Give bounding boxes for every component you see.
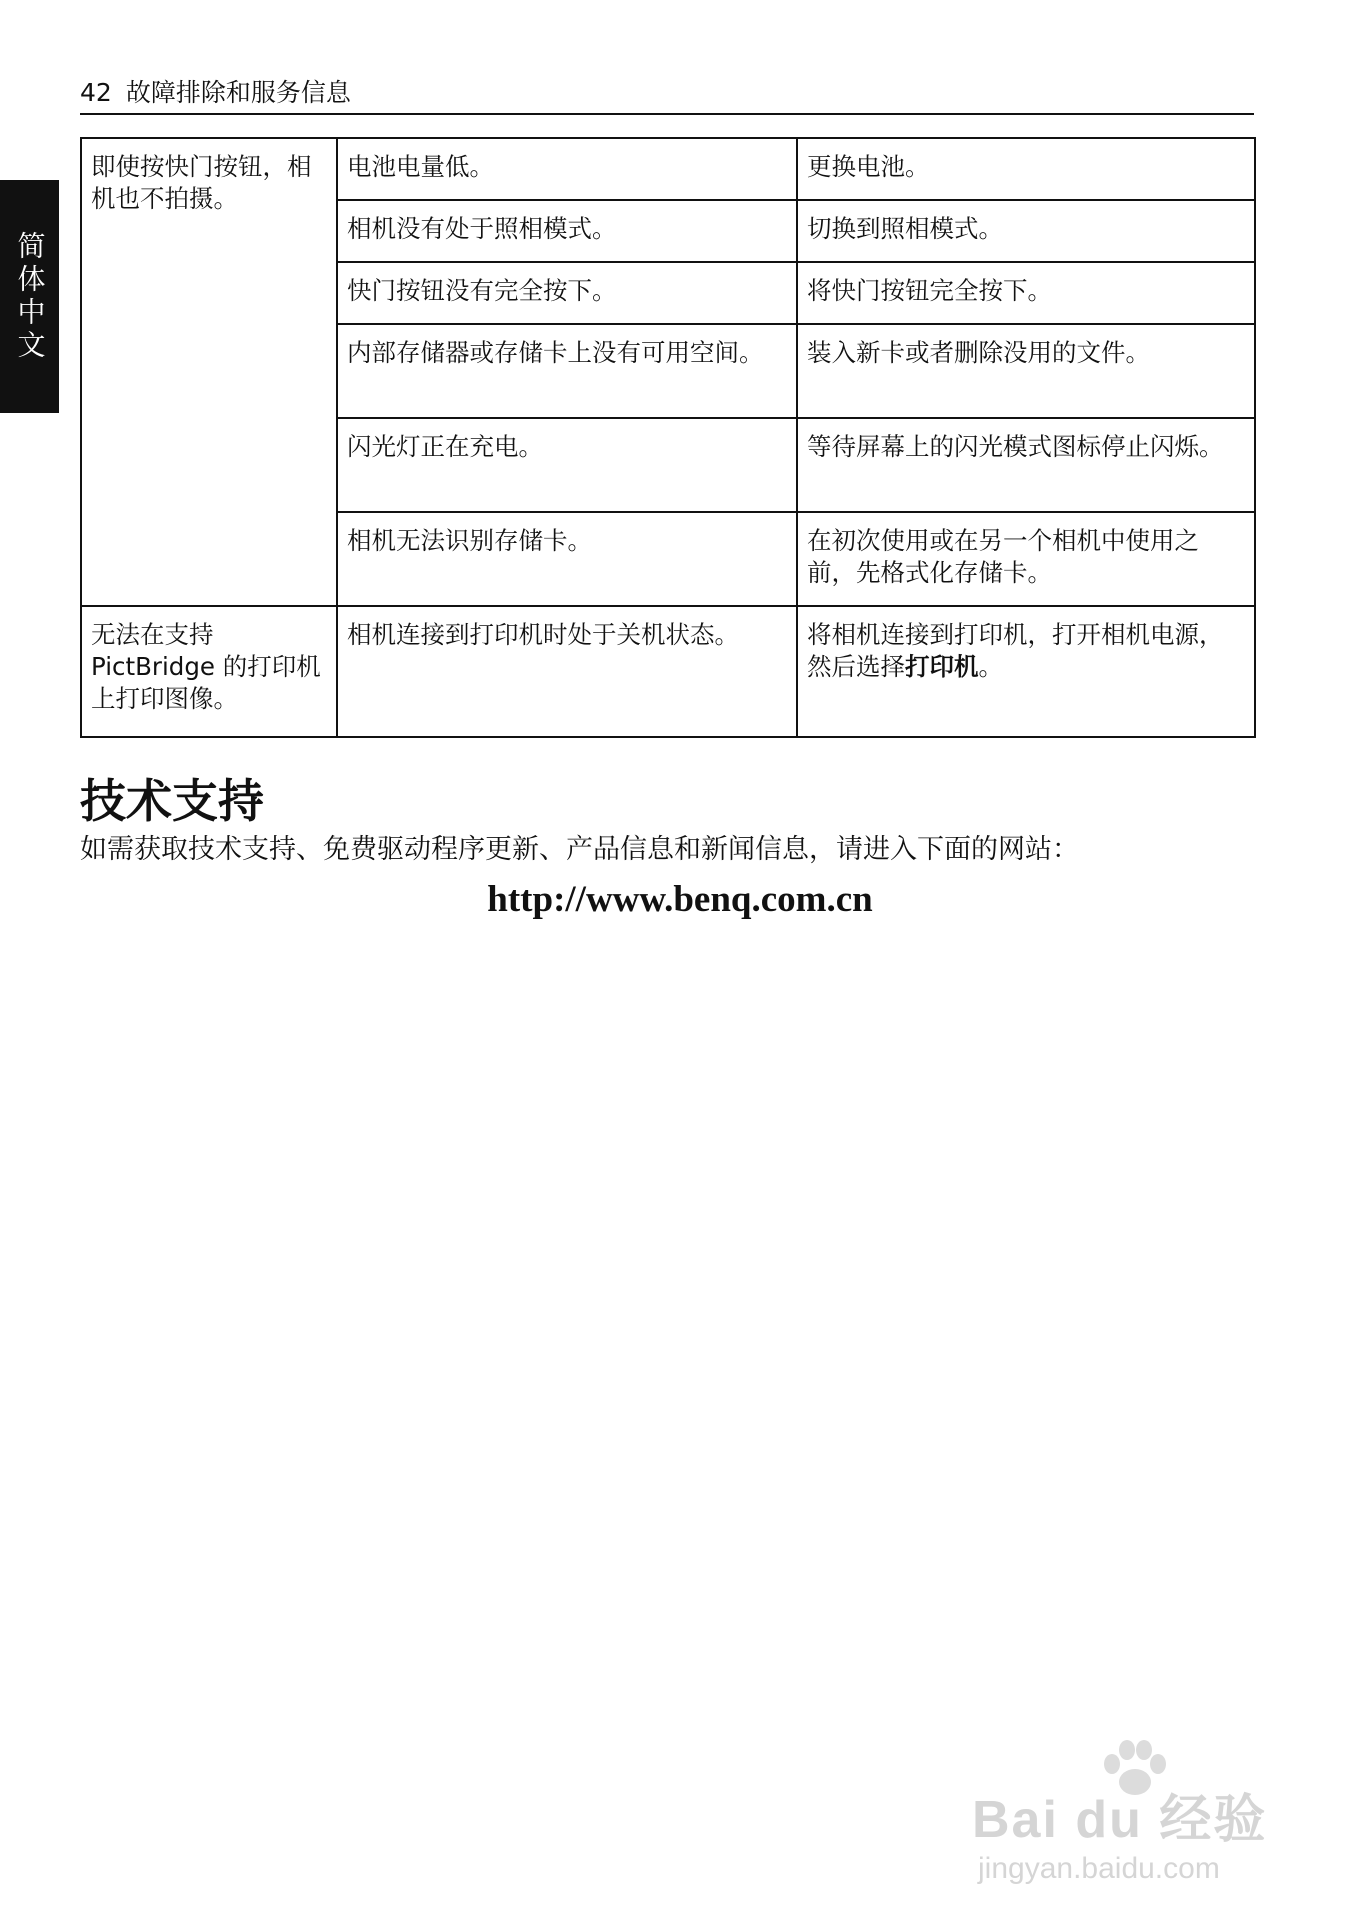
solution-text: 将相机连接到打印机，打开相机电源，然后选择 <box>807 620 1224 681</box>
chapter-title: 故障排除和服务信息 <box>125 78 351 107</box>
problem-cell: 即使按快门按钮，相机也不拍摄。 <box>81 138 337 606</box>
solution-cell: 切换到照相模式。 <box>797 200 1255 262</box>
header-divider <box>80 113 1254 115</box>
cause-cell: 相机连接到打印机时处于关机状态。 <box>337 606 797 737</box>
page-header <box>80 76 1252 110</box>
page-number: 42 <box>80 78 112 107</box>
language-tab-label: 简体中文 <box>13 230 47 363</box>
support-heading: 技术支持 <box>80 774 264 828</box>
cause-cell: 相机没有处于照相模式。 <box>337 200 797 262</box>
cause-cell: 电池电量低。 <box>337 138 797 200</box>
baidu-watermark <box>972 1738 1292 1888</box>
problem-cell: 无法在支持 PictBridge 的打印机上打印图像。 <box>81 606 337 737</box>
language-tab <box>0 180 59 413</box>
table-row <box>81 606 1255 737</box>
solution-cell <box>797 606 1255 737</box>
solution-cell: 装入新卡或者删除没用的文件。 <box>797 324 1255 418</box>
support-text: 如需获取技术支持、免费驱动程序更新、产品信息和新闻信息，请进入下面的网站： <box>80 834 1079 865</box>
watermark-domain: jingyan.baidu.com <box>978 1852 1220 1885</box>
solution-cell: 将快门按钮完全按下。 <box>797 262 1255 324</box>
support-url[interactable]: http://www.benq.com.cn <box>487 879 873 920</box>
watermark-brand: Bai du 经验 <box>972 1791 1268 1849</box>
troubleshooting-table <box>80 137 1256 738</box>
cause-cell: 内部存储器或存储卡上没有可用空间。 <box>337 324 797 418</box>
cause-cell: 快门按钮没有完全按下。 <box>337 262 797 324</box>
solution-cell: 等待屏幕上的闪光模式图标停止闪烁。 <box>797 418 1255 512</box>
cause-cell: 闪光灯正在充电。 <box>337 418 797 512</box>
solution-cell: 更换电池。 <box>797 138 1255 200</box>
table-row <box>81 138 1255 200</box>
printer-menu-term: 打印机 <box>905 652 979 681</box>
solution-text-end: 。 <box>978 652 1003 681</box>
cause-cell: 相机无法识别存储卡。 <box>337 512 797 606</box>
solution-cell: 在初次使用或在另一个相机中使用之前，先格式化存储卡。 <box>797 512 1255 606</box>
paw-icon <box>1100 1738 1170 1798</box>
